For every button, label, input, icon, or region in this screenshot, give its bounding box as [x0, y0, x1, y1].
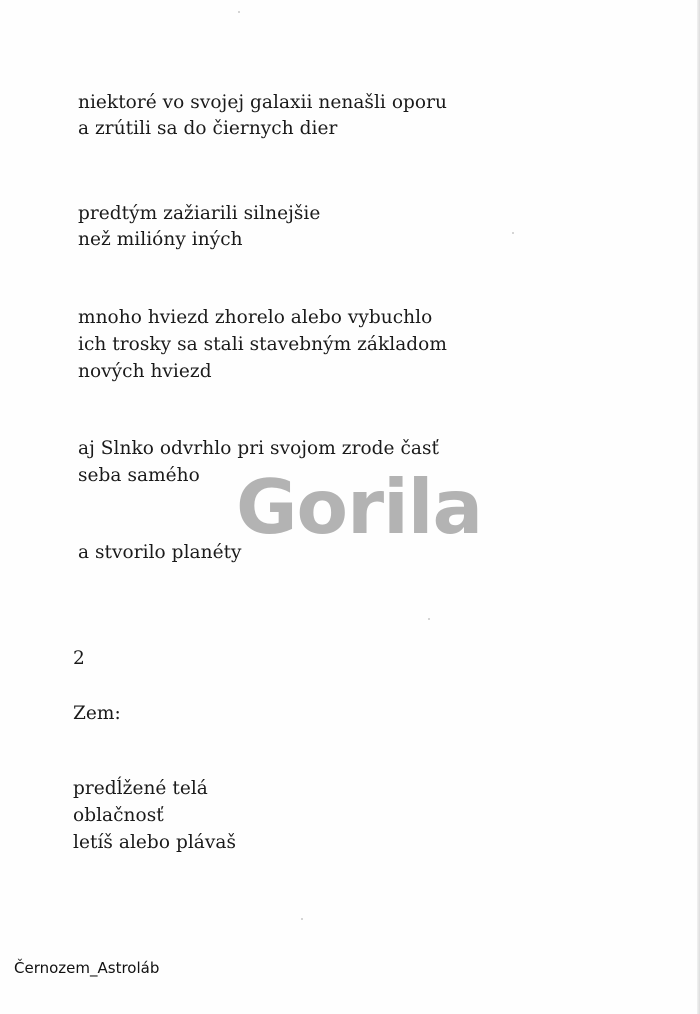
poem-line: niektoré vo svojej galaxii nenašli oporu — [78, 92, 447, 113]
section-heading: Zem: — [73, 703, 121, 724]
poem-line: predĺžené telá — [73, 778, 208, 799]
poem-line: oblačnosť — [73, 805, 164, 826]
poem-line: seba samého — [78, 465, 200, 486]
poem-line: než milióny iných — [78, 229, 243, 250]
poem-line: ich trosky sa stali stavebným základom — [78, 334, 447, 355]
scan-speck — [512, 232, 514, 234]
poem-line: letíš alebo plávaš — [73, 832, 237, 853]
poem-line: a stvorilo planéty — [78, 542, 242, 563]
poem-line: nových hviezd — [78, 361, 212, 382]
poem-line: mnoho hviezd zhorelo alebo vybuchlo — [78, 307, 433, 328]
poem-line: predtým zažiarili silnejšie — [78, 203, 321, 224]
scan-speck — [428, 618, 430, 620]
poem-line: aj Slnko odvrhlo pri svojom zrode časť — [78, 438, 439, 459]
scan-speck — [238, 11, 240, 13]
poem-line: a zrútili sa do čiernych dier — [78, 118, 338, 139]
footer-label: Černozem_Astroláb — [14, 959, 160, 977]
scan-speck — [301, 918, 303, 920]
gorila-watermark: Gorila — [236, 463, 483, 551]
section-number: 2 — [73, 648, 85, 669]
